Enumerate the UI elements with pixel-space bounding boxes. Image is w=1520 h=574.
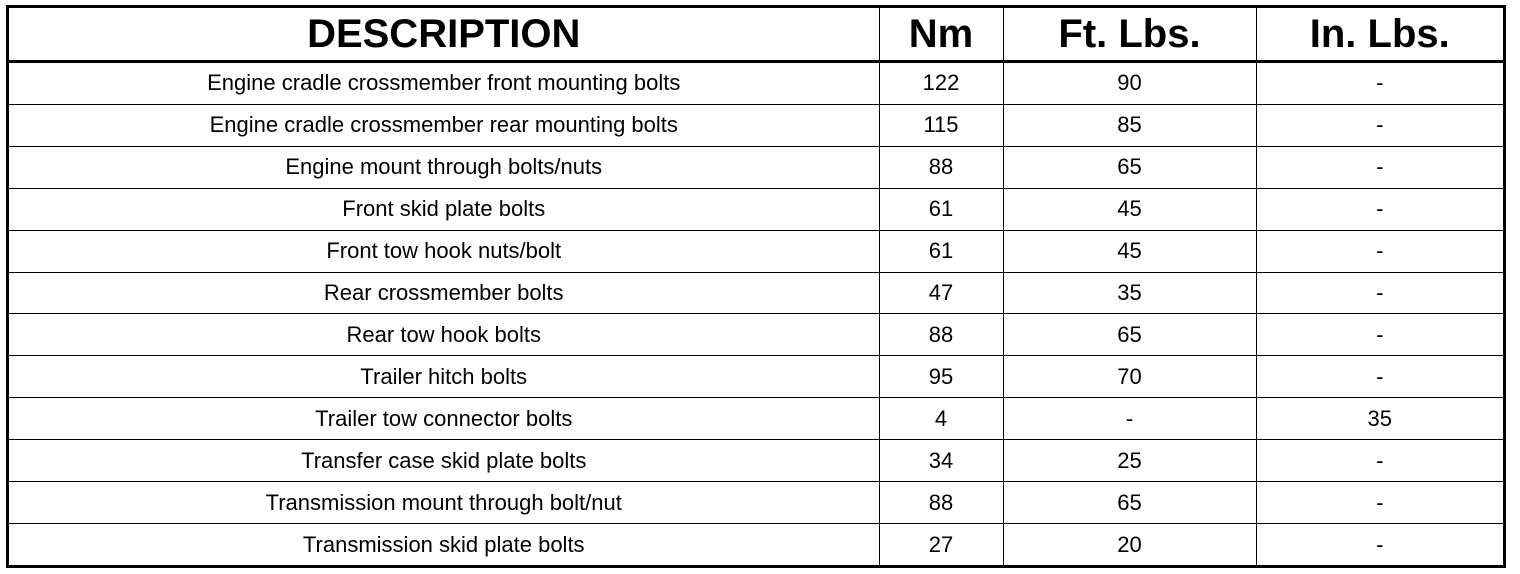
header-nm: Nm: [879, 8, 1003, 62]
cell-in-lbs: 35: [1256, 398, 1503, 440]
torque-spec-table: [9, 8, 1503, 565]
cell-nm: 27: [879, 524, 1003, 566]
cell-description: Transmission skid plate bolts: [9, 524, 879, 566]
torque-spec-table-container: [6, 5, 1506, 568]
cell-in-lbs: -: [1256, 188, 1503, 230]
cell-ft-lbs: -: [1003, 398, 1256, 440]
cell-in-lbs: -: [1256, 146, 1503, 188]
table-row: [9, 188, 1503, 230]
cell-description: Rear tow hook bolts: [9, 314, 879, 356]
cell-nm: 122: [879, 62, 1003, 105]
cell-in-lbs: -: [1256, 230, 1503, 272]
cell-nm: 95: [879, 356, 1003, 398]
cell-in-lbs: -: [1256, 104, 1503, 146]
table-row: [9, 104, 1503, 146]
table-row: [9, 482, 1503, 524]
cell-in-lbs: -: [1256, 356, 1503, 398]
cell-ft-lbs: 45: [1003, 230, 1256, 272]
cell-description: Rear crossmember bolts: [9, 272, 879, 314]
table-row: [9, 314, 1503, 356]
cell-in-lbs: -: [1256, 440, 1503, 482]
table-row: [9, 62, 1503, 105]
cell-description: Front tow hook nuts/bolt: [9, 230, 879, 272]
cell-nm: 88: [879, 314, 1003, 356]
cell-nm: 61: [879, 230, 1003, 272]
table-row: [9, 524, 1503, 566]
cell-ft-lbs: 85: [1003, 104, 1256, 146]
cell-nm: 47: [879, 272, 1003, 314]
header-in-lbs: In. Lbs.: [1256, 8, 1503, 62]
cell-description: Front skid plate bolts: [9, 188, 879, 230]
cell-in-lbs: -: [1256, 314, 1503, 356]
cell-in-lbs: -: [1256, 62, 1503, 105]
cell-in-lbs: -: [1256, 482, 1503, 524]
table-row: [9, 230, 1503, 272]
cell-description: Transmission mount through bolt/nut: [9, 482, 879, 524]
cell-nm: 88: [879, 146, 1003, 188]
cell-ft-lbs: 65: [1003, 314, 1256, 356]
header-ft-lbs: Ft. Lbs.: [1003, 8, 1256, 62]
cell-description: Trailer hitch bolts: [9, 356, 879, 398]
cell-ft-lbs: 65: [1003, 482, 1256, 524]
cell-nm: 88: [879, 482, 1003, 524]
cell-in-lbs: -: [1256, 272, 1503, 314]
header-description: DESCRIPTION: [9, 8, 879, 62]
cell-in-lbs: -: [1256, 524, 1503, 566]
table-header-row: [9, 8, 1503, 62]
cell-description: Transfer case skid plate bolts: [9, 440, 879, 482]
table-row: [9, 272, 1503, 314]
cell-description: Trailer tow connector bolts: [9, 398, 879, 440]
cell-nm: 4: [879, 398, 1003, 440]
table-row: [9, 146, 1503, 188]
table-row: [9, 440, 1503, 482]
cell-description: Engine cradle crossmember front mounting bolts: [9, 62, 879, 105]
cell-description: Engine cradle crossmember rear mounting bolts: [9, 104, 879, 146]
table-row: [9, 398, 1503, 440]
cell-ft-lbs: 70: [1003, 356, 1256, 398]
cell-ft-lbs: 90: [1003, 62, 1256, 105]
cell-nm: 61: [879, 188, 1003, 230]
table-row: [9, 356, 1503, 398]
cell-ft-lbs: 20: [1003, 524, 1256, 566]
cell-ft-lbs: 35: [1003, 272, 1256, 314]
cell-ft-lbs: 65: [1003, 146, 1256, 188]
cell-description: Engine mount through bolts/nuts: [9, 146, 879, 188]
cell-ft-lbs: 45: [1003, 188, 1256, 230]
cell-nm: 115: [879, 104, 1003, 146]
cell-ft-lbs: 25: [1003, 440, 1256, 482]
cell-nm: 34: [879, 440, 1003, 482]
